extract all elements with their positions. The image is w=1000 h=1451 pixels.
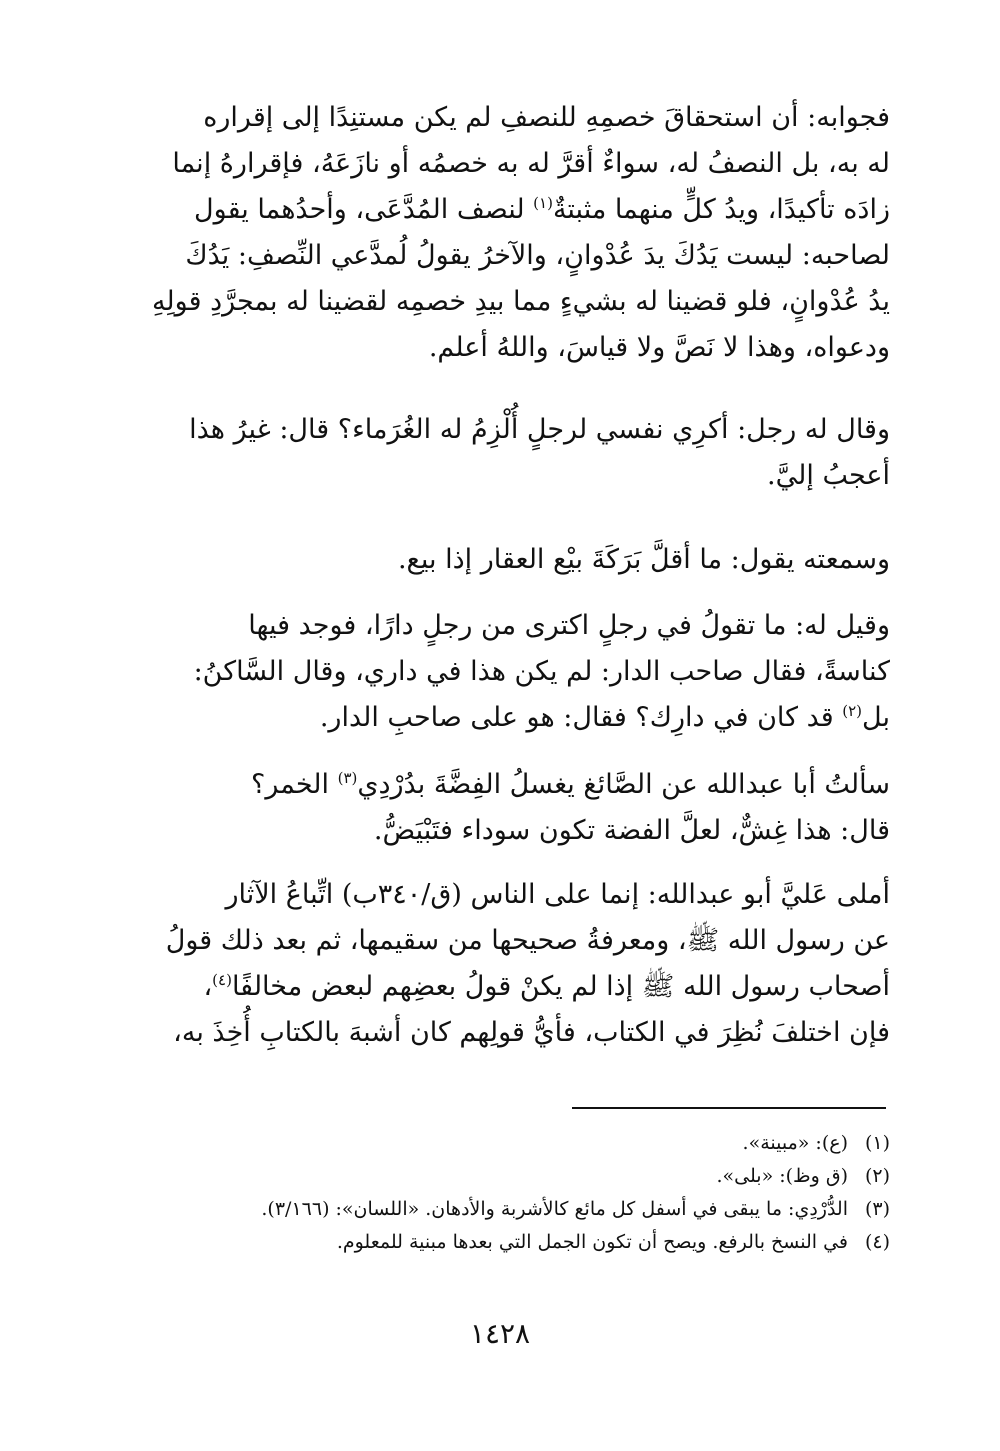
footnote-number: (١): [864, 1132, 890, 1154]
footnote-text: (ق وظ): «بلى».: [716, 1165, 848, 1187]
text-line: كناسةً، فقال صاحب الدار: لم يكن هذا في داري، وقال السَّاكنُ:: [193, 656, 890, 687]
text-line: ودعواه، وهذا لا نَصَّ ولا قياسَ، واللهُ أعلم.: [428, 332, 890, 363]
text-line: أملى عَليَّ أبو عبدالله: إنما على الناس (ق/٣٤٠ب) اتِّباعُ الآثار: [225, 879, 890, 910]
text-line: فجوابه: أن استحقاقَ خصمِهِ للنصفِ لم يكن مستنِدًا إلى إقراره: [203, 102, 890, 133]
text-line: وقيل له: ما تقولُ في رجلٍ اكترى من رجلٍ دارًا، فوجد فيها: [248, 610, 890, 641]
footnote-number: (٢): [864, 1165, 890, 1187]
footnote-text: الدُّرْدِي: ما يبقى في أسفل كل مائع كالأشربة والأدهان. «اللسان»: (٣/١٦٦).: [261, 1198, 848, 1220]
footnote: [105, 1226, 890, 1259]
footnotes: [105, 1127, 890, 1259]
paragraph-6: [105, 872, 890, 1056]
footnote-number: (٣): [864, 1198, 890, 1220]
text-line: أعجبُ إليَّ.: [767, 460, 890, 491]
paragraph-4: [105, 603, 890, 741]
footnote: [105, 1193, 890, 1226]
text-line: بل$^{(٢)}$ قد كان في دارِك؟ فقال: هو على صاحبِ الدار.: [319, 702, 890, 733]
text-line: سألتُ أبا عبدالله عن الصَّائغ يغسلُ الفِضَّةَ بدُرْدِي$^{(٣)}$ الخمر؟: [251, 769, 890, 800]
footnote-number: (٤): [864, 1231, 890, 1253]
paragraph-1: [105, 95, 890, 371]
text-line: قال: هذا غِشٌّ، لعلَّ الفضة تكون سوداء فتَبْيَضُّ.: [373, 815, 890, 846]
footnote-text: (ع): «مبينة».: [742, 1132, 848, 1154]
footnote-mark: (٣): [337, 769, 358, 787]
footnote-text: في النسخ بالرفع. ويصح أن تكون الجمل التي بعدها مبنية للمعلوم.: [336, 1231, 848, 1253]
text-line: يدُ عُدْوانٍ، فلو قضينا له بشيءٍ مما بيدِ خصمِه لقضينا له بمجرَّدِ قولِهِ: [151, 286, 890, 317]
footnote-separator: [572, 1107, 886, 1109]
footnote-mark: (٢): [842, 702, 863, 720]
text-line: أصحاب رسول الله ﷺ إذا لم يكنْ قولُ بعضِهم لبعض مخالفًا$^{(٤)}$،: [203, 971, 890, 1002]
footnote: [105, 1127, 890, 1160]
paragraph-3: [105, 537, 890, 583]
paragraph-2: [105, 407, 890, 499]
text-line: عن رسول الله ﷺ، ومعرفةُ صحيحها من سقيمها، ثم بعد ذلك قولُ: [165, 925, 890, 956]
text-line: له به، بل النصفُ له، سواءٌ أقرَّ له به خصمُه أو نازَعَهُ، فإقرارهُ إنما: [172, 148, 890, 179]
paragraph-5: [105, 762, 890, 854]
text-line: زادَه تأكيدًا، ويدُ كلٍّ منهما مثبتةٌ$^{(١)}$ لنصف المُدَّعَى، وأحدُهما يقول: [194, 194, 890, 225]
text-line: وسمعته يقول: ما أقلَّ بَرَكَةَ بيْع العقار إذا بيع.: [397, 544, 890, 575]
text-line: لصاحبه: ليست يَدُكَ يدَ عُدْوانٍ، والآخرُ يقولُ لُمدَّعي النِّصفِ: يَدُكَ: [185, 240, 890, 271]
footnote: [105, 1160, 890, 1193]
text-line: فإن اختلفَ نُظِرَ في الكتاب، فأيُّ قولِهم كان أشبهَ بالكتابِ أُخِذَ به،: [173, 1017, 890, 1048]
page-number: ١٤٢٨: [469, 1317, 531, 1350]
footnote-mark: (١): [533, 194, 553, 212]
footnote-mark: (٤): [212, 971, 232, 989]
text-line: وقال له رجل: أكرِي نفسي لرجلٍ أُلْزِمُ له الغُرَماء؟ قال: غيرُ هذا: [189, 414, 890, 445]
